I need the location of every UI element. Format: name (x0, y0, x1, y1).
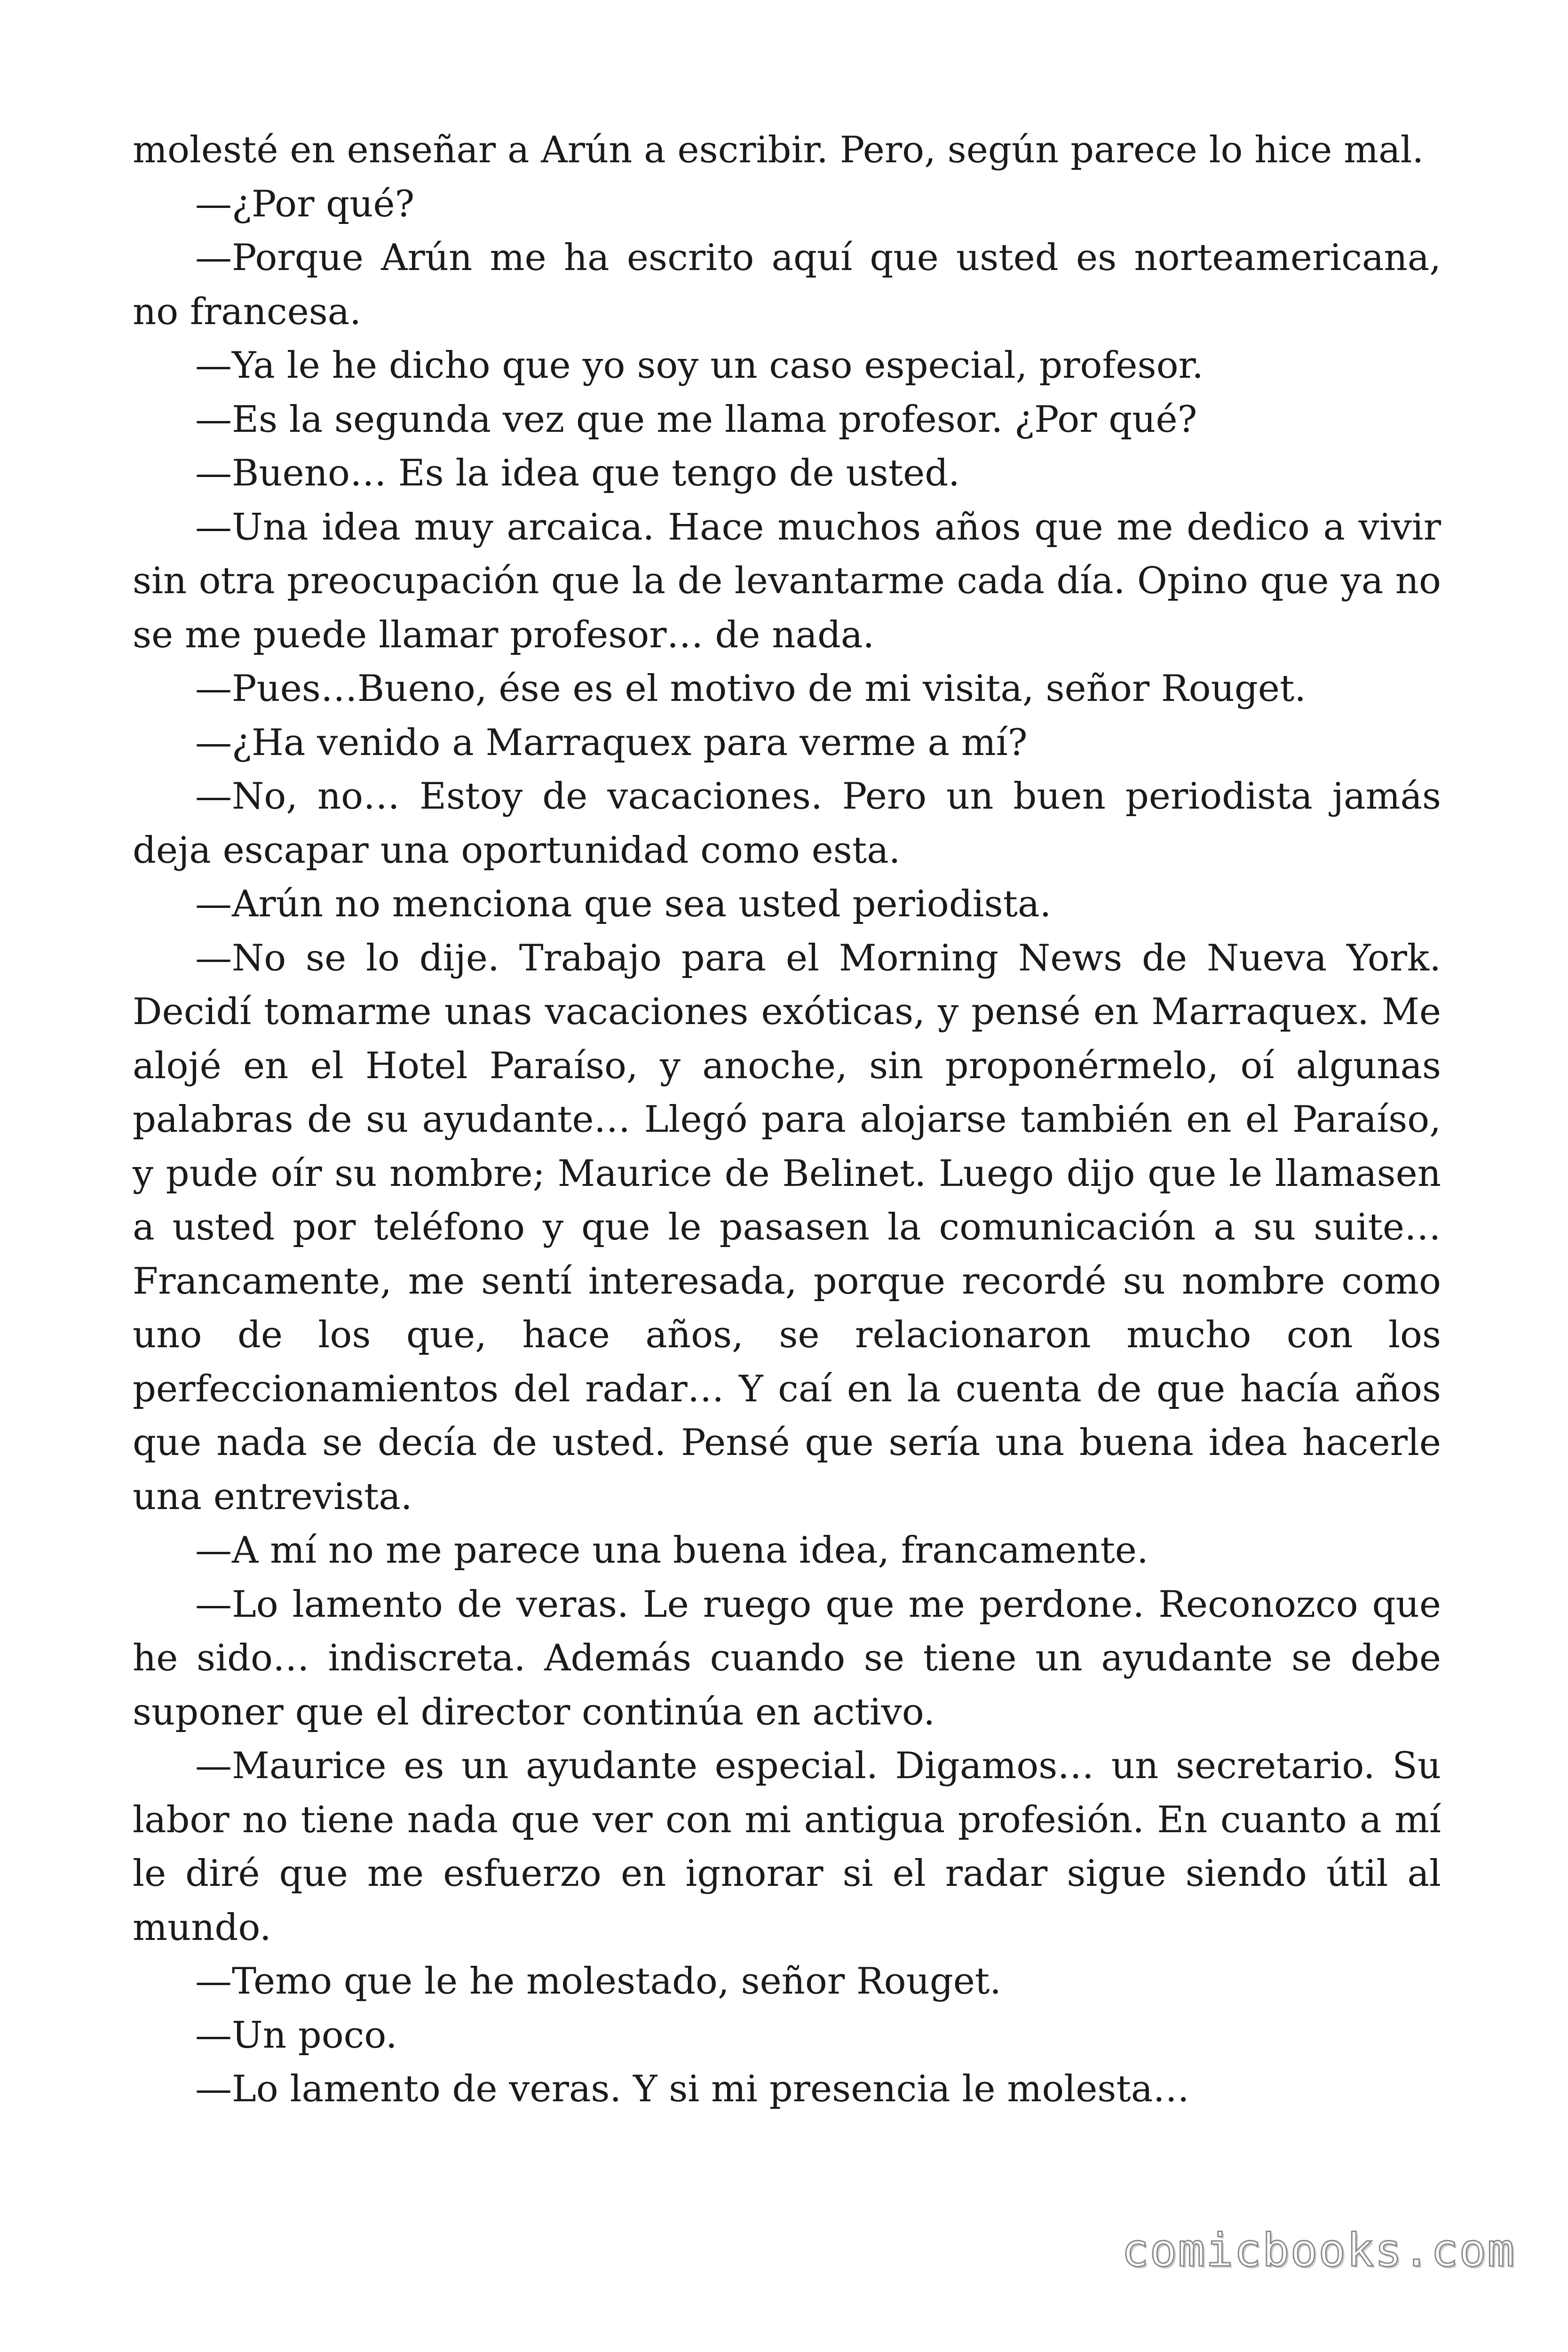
paragraph: —Lo lamento de veras. Y si mi presencia le molesta… (195, 2068, 1190, 2110)
paragraph: —Ya le he dicho que yo soy un caso especial, profesor. (195, 344, 1204, 387)
paragraph: —Temo que le he molestado, señor Rouget. (195, 1960, 1002, 2002)
page-body (133, 123, 1441, 2116)
paragraph: —Arún no menciona que sea usted periodista. (195, 883, 1052, 925)
paragraph: —Un poco. (195, 2014, 397, 2057)
paragraph: —Es la segunda vez que me llama profesor. ¿Por qué? (195, 398, 1197, 441)
paragraph: —¿Ha venido a Marraquex para verme a mí? (195, 721, 1028, 764)
paragraph: —No se lo dije. Trabajo para el Morning News de Nueva York. Decidí tomarme unas vacaciones exóticas, y pensé en Marraquex. Me alojé en el Hotel Paraíso, y anoche, sin proponérmelo, oí algunas palabras de su ayudante… Llegó para alojarse también en el Paraíso, y pude oír su nombre; Maurice de Belinet. Luego dijo que le llamasen a usted por teléfono y que le pasasen la comunicación a su suite… Francamente, me sentí interesada, porque recordé su nombre como uno de los que, hace años, se relacionaron mucho con los perfeccionamientos del radar… Y caí en la cuenta de que hacía años que nada se decía de usted. Pensé que sería una buena idea hacerle una entrevista. (133, 937, 1441, 1518)
paragraph: —Porque Arún me ha escrito aquí que usted es norteamericana, no francesa. (133, 237, 1441, 333)
paragraph: —Una idea muy arcaica. Hace muchos años que me dedico a vivir sin otra preocupación que la de levantarme cada día. Opino que ya no se me puede llamar profesor… de nada. (133, 506, 1441, 656)
watermark-text: comicbooks.com (1121, 2224, 1515, 2277)
paragraph: molesté en enseñar a Arún a escribir. Pero, según parece lo hice mal. (133, 129, 1424, 171)
paragraph: —Pues…Bueno, ése es el motivo de mi visita, señor Rouget. (195, 667, 1307, 710)
paragraph: —Lo lamento de veras. Le ruego que me perdone. Reconozco que he sido… indiscreta. Además cuando se tiene un ayudante se debe suponer que el director continúa en activo. (133, 1583, 1441, 1733)
paragraph: —Bueno… Es la idea que tengo de usted. (195, 452, 960, 494)
paragraph: —A mí no me parece una buena idea, francamente. (195, 1529, 1148, 1572)
paragraph: —Maurice es un ayudante especial. Digamos… un secretario. Su labor no tiene nada que ver con mi antigua profesión. En cuanto a mí le diré que me esfuerzo en ignorar si el radar sigue siendo útil al mundo. (133, 1745, 1441, 1949)
paragraph: —No, no… Estoy de vacaciones. Pero un buen periodista jamás deja escapar una oportunidad como esta. (133, 775, 1441, 872)
paragraph: —¿Por qué? (195, 183, 415, 225)
